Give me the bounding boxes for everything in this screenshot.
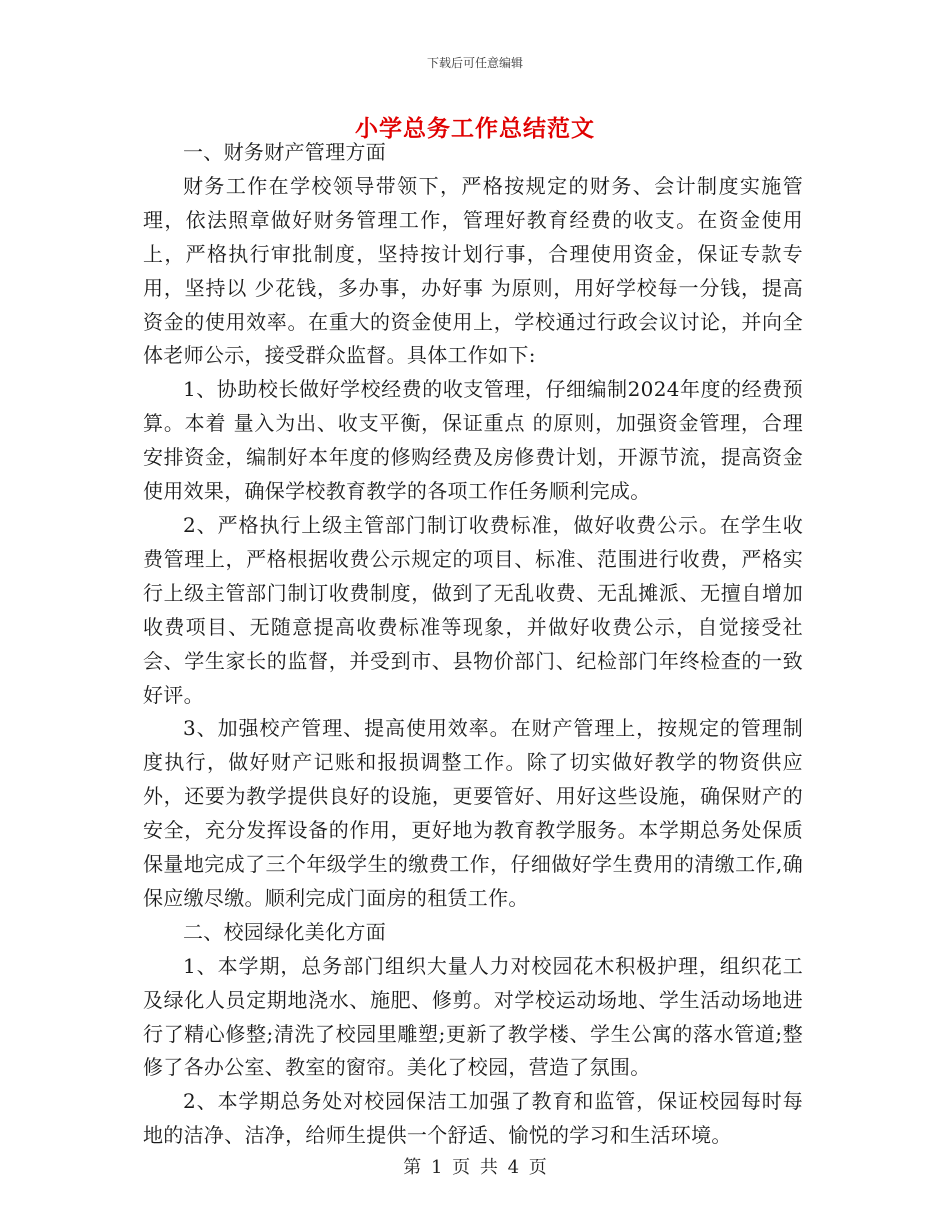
document-title: 小学总务工作总结范文 [355, 115, 595, 142]
paragraph-item-2: 2、严格执行上级主管部门制订收费标准，做好收费公示。在学生收费管理上，严格根据收费公示规定的项目、标准、范围进行收费，严格实行上级主管部门制订收费制度，做到了无乱收费、无乱摊派、无擅自增加收费项目、无随意提高收费标准等现象，并做好收费公示，自觉接受社会、学生家长的监督，并受到市、县物价部门、纪检部门年终检查的一致好评。 [143, 512, 803, 707]
document-body [143, 136, 803, 1153]
page-footer: 第 1 页 共 4 页 [403, 1157, 547, 1178]
section-heading-campus: 二、校园绿化美化方面 [183, 919, 386, 944]
paragraph-item-3: 3、加强校产管理、提高使用效率。在财产管理上，按规定的管理制度执行，做好财产记账和报损调整工作。除了切实做好教学的物资供应外，还要为教学提供良好的设施，更要管好、用好这些设施，确保财产的安全，充分发挥设备的作用，更好地为教育教学服务。本学期总务处保质保量地完成了三个年级学生的缴费工作，仔细做好学生费用的清缴工作,确保应缴尽缴。顺利完成门面房的租赁工作。 [143, 716, 803, 910]
paragraph-finance-intro: 财务工作在学校领导带领下，严格按规定的财务、会计制度实施管理，依法照章做好财务管理工作，管理好教育经费的收支。在资金使用上，严格执行审批制度，坚持按计划行事，合理使用资金，保证专款专用，坚持以 少花钱，多办事，办好事 为原则，用好学校每一分钱，提高资金的使用效率。在重大的资金使用上，学校通过行政会议讨论，并向全体老师公示，接受群众监督。具体工作如下: [143, 173, 803, 368]
paragraph-item-1: 1、协助校长做好学校经费的收支管理，仔细编制2024年度的经费预算。本着 量入为出、收支平衡，保证重点 的原则，加强资金管理，合理安排资金，编制好本年度的修购经费及房修费计划，开源节流，提高资金使用效果，确保学校教育教学的各项工作任务顺利完成。 [143, 377, 803, 504]
paragraph-campus-2: 2、本学期总务处对校园保洁工加强了教育和监管，保证校园每时每地的洁净、洁净，给师生提供一个舒适、愉悦的学习和生活环境。 [143, 1089, 803, 1148]
header-note: 下载后可任意编辑 [426, 56, 523, 70]
section-heading-finance: 一、财务财产管理方面 [183, 140, 386, 164]
paragraph-campus-1: 1、本学期，总务部门组织大量人力对校园花木积极护理，组织花工及绿化人员定期地浇水、施肥、修剪。对学校运动场地、学生活动场地进行了精心修整;清洗了校园里雕塑;更新了教学楼、学生公寓的落水管道;整修了各办公室、教室的窗帘。美化了校园，营造了氛围。 [143, 953, 803, 1080]
